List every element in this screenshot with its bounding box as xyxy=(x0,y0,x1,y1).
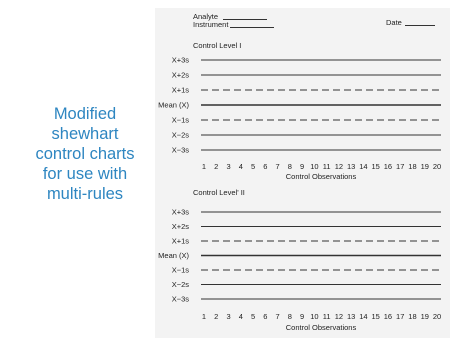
x-tick-label: 11 xyxy=(322,162,331,171)
date-label: Date xyxy=(386,18,402,27)
y-level-label: Mean (X) xyxy=(158,251,189,260)
y-level-label: X−2s xyxy=(171,280,189,289)
x-tick-label: 17 xyxy=(396,162,405,171)
x-tick-label: 18 xyxy=(408,162,417,171)
x-tick-label: 15 xyxy=(371,162,380,171)
y-level-label: Mean (X) xyxy=(158,100,189,110)
slide-title xyxy=(18,104,152,204)
y-level-label: X+2s xyxy=(171,70,189,80)
x-axis-label: Control Observations xyxy=(285,172,357,181)
x-tick-label: 19 xyxy=(420,312,429,321)
x-tick-label: 1 xyxy=(201,162,207,171)
x-tick-label: 20 xyxy=(432,162,442,171)
x-tick-label: 4 xyxy=(238,312,243,321)
x-tick-label: 7 xyxy=(275,312,280,321)
x-tick-label: 10 xyxy=(310,312,319,321)
x-tick-label: 14 xyxy=(359,312,368,321)
x-tick-label: 18 xyxy=(408,312,417,321)
slide-title-line: multi-rules xyxy=(46,185,124,203)
x-tick-label: 14 xyxy=(359,162,368,171)
control-chart-level-2 xyxy=(155,186,450,338)
x-tick-label: 17 xyxy=(396,312,405,321)
x-tick-label: 15 xyxy=(371,312,380,321)
x-axis-label: Control Observations xyxy=(285,323,357,332)
x-tick-label: 5 xyxy=(250,162,256,171)
y-level-label: X−2s xyxy=(171,130,189,140)
y-level-label: X+3s xyxy=(171,55,189,65)
control-chart-level-1 xyxy=(155,38,450,186)
analyte-label: Analyte xyxy=(193,12,219,21)
instrument-blank xyxy=(230,27,274,28)
x-tick-label: 1 xyxy=(201,312,207,321)
x-tick-label: 5 xyxy=(250,312,256,321)
x-tick-label: 6 xyxy=(263,312,268,321)
y-level-label: X+2s xyxy=(171,222,189,231)
x-tick-label: 3 xyxy=(226,162,231,171)
x-tick-label: 10 xyxy=(310,162,319,171)
x-tick-label: 7 xyxy=(275,162,280,171)
slide-title-line: shewhart xyxy=(51,125,119,143)
x-tick-label: 13 xyxy=(346,312,356,321)
x-tick-label: 3 xyxy=(226,312,231,321)
x-tick-label: 9 xyxy=(300,162,305,171)
x-tick-label: 2 xyxy=(214,162,219,171)
instrument-label: Instrument xyxy=(193,20,229,29)
slide-title-line: for use with xyxy=(42,165,128,183)
y-level-label: X+3s xyxy=(171,207,189,217)
x-tick-label: 8 xyxy=(287,162,292,171)
x-tick-label: 19 xyxy=(420,162,429,171)
chart-title: Control Level' II xyxy=(193,188,245,197)
x-tick-label: 16 xyxy=(383,312,393,321)
x-tick-label: 6 xyxy=(263,162,268,171)
x-tick-label: 11 xyxy=(322,312,331,321)
y-level-label: X−1s xyxy=(171,265,189,275)
x-tick-label: 12 xyxy=(334,162,344,171)
x-tick-label: 9 xyxy=(300,312,305,321)
x-tick-label: 2 xyxy=(214,312,219,321)
y-level-label: X−3s xyxy=(171,294,189,304)
x-tick-label: 12 xyxy=(334,312,344,321)
y-level-label: X+1s xyxy=(171,236,189,246)
x-tick-label: 16 xyxy=(383,162,393,171)
slide-title-line: Modified xyxy=(53,105,117,123)
x-tick-label: 13 xyxy=(346,162,356,171)
x-tick-label: 8 xyxy=(287,312,292,321)
y-level-label: X−3s xyxy=(171,145,189,155)
y-level-label: X+1s xyxy=(171,85,189,95)
chart-title: Control Level I xyxy=(193,41,242,50)
y-level-label: X−1s xyxy=(171,115,189,125)
analyte-blank xyxy=(223,19,267,20)
x-tick-label: 4 xyxy=(238,162,243,171)
date-blank xyxy=(405,25,435,26)
slide-title-line: control charts xyxy=(35,145,135,163)
x-tick-label: 20 xyxy=(432,312,442,321)
